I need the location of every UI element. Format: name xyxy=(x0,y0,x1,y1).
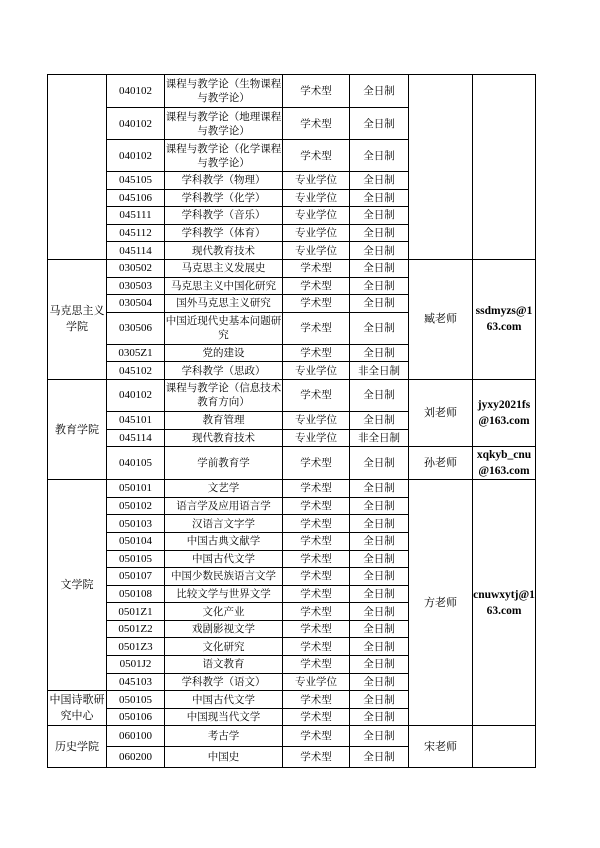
major-name: 学科教学（语文） xyxy=(165,673,283,691)
degree-type: 学术型 xyxy=(283,277,350,295)
major-name: 马克思主义中国化研究 xyxy=(165,277,283,295)
degree-type: 学术型 xyxy=(283,379,350,411)
major-name: 学前教育学 xyxy=(165,447,283,480)
degree-type: 学术型 xyxy=(283,295,350,313)
degree-type: 学术型 xyxy=(283,656,350,674)
table-row xyxy=(48,75,536,108)
major-code: 0501Z1 xyxy=(107,603,165,621)
contact-name: 臧老师 xyxy=(409,259,473,379)
degree-type: 专业学位 xyxy=(283,172,350,190)
study-mode: 全日制 xyxy=(350,344,409,362)
college-name: 教育学院 xyxy=(48,379,107,479)
major-name: 中国古代文学 xyxy=(165,550,283,568)
degree-type: 专业学位 xyxy=(283,242,350,260)
degree-type: 学术型 xyxy=(283,515,350,533)
study-mode: 全日制 xyxy=(350,207,409,225)
email-cell xyxy=(473,75,536,260)
major-name: 学科教学（物理） xyxy=(165,172,283,190)
study-mode: 全日制 xyxy=(350,172,409,190)
major-name: 马克思主义发展史 xyxy=(165,259,283,277)
contact-email: cnuwxytj@163.com xyxy=(473,480,536,726)
study-mode: 全日制 xyxy=(350,638,409,656)
study-mode: 全日制 xyxy=(350,550,409,568)
major-code: 045111 xyxy=(107,207,165,225)
major-code: 050103 xyxy=(107,515,165,533)
study-mode: 全日制 xyxy=(350,224,409,242)
major-name: 文化研究 xyxy=(165,638,283,656)
major-name: 中国史 xyxy=(165,747,283,768)
enrollment-table xyxy=(47,74,536,768)
study-mode: 全日制 xyxy=(350,277,409,295)
major-name: 学科教学（思政） xyxy=(165,362,283,380)
major-name: 现代教育技术 xyxy=(165,242,283,260)
college-name: 马克思主义学院 xyxy=(48,259,107,379)
major-name: 文化产业 xyxy=(165,603,283,621)
table-row xyxy=(48,447,536,480)
degree-type: 学术型 xyxy=(283,585,350,603)
major-code: 050105 xyxy=(107,550,165,568)
major-name: 课程与教学论（信息技术教育方向） xyxy=(165,379,283,411)
major-code: 050102 xyxy=(107,497,165,515)
major-code: 030506 xyxy=(107,312,165,344)
major-code: 040102 xyxy=(107,379,165,411)
major-name: 中国现当代文学 xyxy=(165,708,283,726)
degree-type: 专业学位 xyxy=(283,429,350,447)
contact-email: jyxy2021fs@163.com xyxy=(473,379,536,446)
study-mode: 全日制 xyxy=(350,603,409,621)
contact-cell xyxy=(409,75,473,260)
study-mode: 全日制 xyxy=(350,447,409,480)
study-mode: 全日制 xyxy=(350,411,409,429)
major-name: 中国少数民族语言文学 xyxy=(165,568,283,586)
degree-type: 学术型 xyxy=(283,447,350,480)
major-code: 050104 xyxy=(107,532,165,550)
degree-type: 学术型 xyxy=(283,259,350,277)
major-name: 中国古代文学 xyxy=(165,691,283,709)
major-name: 学科教学（化学） xyxy=(165,189,283,207)
degree-type: 学术型 xyxy=(283,75,350,108)
major-code: 0501Z3 xyxy=(107,638,165,656)
study-mode: 全日制 xyxy=(350,620,409,638)
degree-type: 学术型 xyxy=(283,344,350,362)
degree-type: 学术型 xyxy=(283,638,350,656)
college-name: 历史学院 xyxy=(48,726,107,768)
major-code: 030504 xyxy=(107,295,165,313)
major-code: 045106 xyxy=(107,189,165,207)
table-row xyxy=(48,726,536,747)
college-cell xyxy=(48,75,107,260)
study-mode: 全日制 xyxy=(350,691,409,709)
major-code: 045101 xyxy=(107,411,165,429)
major-code: 030502 xyxy=(107,259,165,277)
major-code: 050107 xyxy=(107,568,165,586)
major-name: 课程与教学论（生物课程与教学论） xyxy=(165,75,283,108)
major-name: 语文教育 xyxy=(165,656,283,674)
study-mode: 全日制 xyxy=(350,312,409,344)
major-code: 040102 xyxy=(107,108,165,140)
degree-type: 学术型 xyxy=(283,726,350,747)
study-mode: 全日制 xyxy=(350,515,409,533)
major-name: 中国近现代史基本问题研究 xyxy=(165,312,283,344)
degree-type: 学术型 xyxy=(283,497,350,515)
major-name: 现代教育技术 xyxy=(165,429,283,447)
major-code: 030503 xyxy=(107,277,165,295)
study-mode: 全日制 xyxy=(350,497,409,515)
study-mode: 非全日制 xyxy=(350,362,409,380)
study-mode: 非全日制 xyxy=(350,429,409,447)
study-mode: 全日制 xyxy=(350,568,409,586)
contact-email: xqkyb_cnu@163.com xyxy=(473,447,536,480)
degree-type: 学术型 xyxy=(283,532,350,550)
table-row xyxy=(48,379,536,411)
study-mode: 全日制 xyxy=(350,140,409,172)
contact-name: 孙老师 xyxy=(409,447,473,480)
major-name: 党的建设 xyxy=(165,344,283,362)
contact-email xyxy=(473,726,536,768)
major-code: 050101 xyxy=(107,480,165,498)
major-name: 国外马克思主义研究 xyxy=(165,295,283,313)
degree-type: 学术型 xyxy=(283,691,350,709)
contact-name: 方老师 xyxy=(409,480,473,726)
degree-type: 专业学位 xyxy=(283,362,350,380)
major-code: 040102 xyxy=(107,75,165,108)
major-name: 语言学及应用语言学 xyxy=(165,497,283,515)
major-code: 060100 xyxy=(107,726,165,747)
major-code: 045103 xyxy=(107,673,165,691)
table-row xyxy=(48,259,536,277)
major-name: 教育管理 xyxy=(165,411,283,429)
degree-type: 学术型 xyxy=(283,620,350,638)
major-code: 045102 xyxy=(107,362,165,380)
major-name: 课程与教学论（化学课程与教学论） xyxy=(165,140,283,172)
major-code: 0501Z2 xyxy=(107,620,165,638)
major-name: 比较文学与世界文学 xyxy=(165,585,283,603)
degree-type: 专业学位 xyxy=(283,207,350,225)
major-name: 戏剧影视文学 xyxy=(165,620,283,638)
major-name: 文艺学 xyxy=(165,480,283,498)
major-code: 045114 xyxy=(107,429,165,447)
major-code: 045112 xyxy=(107,224,165,242)
contact-name: 宋老师 xyxy=(409,726,473,768)
study-mode: 全日制 xyxy=(350,656,409,674)
study-mode: 全日制 xyxy=(350,726,409,747)
contact-name: 刘老师 xyxy=(409,379,473,446)
degree-type: 学术型 xyxy=(283,550,350,568)
degree-type: 专业学位 xyxy=(283,673,350,691)
major-name: 课程与教学论（地理课程与教学论） xyxy=(165,108,283,140)
major-code: 040105 xyxy=(107,447,165,480)
degree-type: 学术型 xyxy=(283,747,350,768)
study-mode: 全日制 xyxy=(350,673,409,691)
degree-type: 学术型 xyxy=(283,312,350,344)
study-mode: 全日制 xyxy=(350,75,409,108)
degree-type: 专业学位 xyxy=(283,189,350,207)
study-mode: 全日制 xyxy=(350,532,409,550)
degree-type: 专业学位 xyxy=(283,224,350,242)
degree-type: 学术型 xyxy=(283,108,350,140)
major-code: 045105 xyxy=(107,172,165,190)
degree-type: 学术型 xyxy=(283,140,350,172)
study-mode: 全日制 xyxy=(350,747,409,768)
major-code: 045114 xyxy=(107,242,165,260)
degree-type: 专业学位 xyxy=(283,411,350,429)
study-mode: 全日制 xyxy=(350,480,409,498)
major-code: 060200 xyxy=(107,747,165,768)
major-name: 学科教学（体育） xyxy=(165,224,283,242)
major-code: 050108 xyxy=(107,585,165,603)
study-mode: 全日制 xyxy=(350,708,409,726)
major-code: 0305Z1 xyxy=(107,344,165,362)
degree-type: 学术型 xyxy=(283,480,350,498)
degree-type: 学术型 xyxy=(283,568,350,586)
major-name: 考古学 xyxy=(165,726,283,747)
degree-type: 学术型 xyxy=(283,708,350,726)
major-name: 汉语言文字学 xyxy=(165,515,283,533)
major-code: 0501J2 xyxy=(107,656,165,674)
study-mode: 全日制 xyxy=(350,242,409,260)
study-mode: 全日制 xyxy=(350,108,409,140)
major-code: 050105 xyxy=(107,691,165,709)
table-row xyxy=(48,480,536,498)
contact-email: ssdmyzs@163.com xyxy=(473,259,536,379)
major-code: 040102 xyxy=(107,140,165,172)
major-name: 学科教学（音乐） xyxy=(165,207,283,225)
study-mode: 全日制 xyxy=(350,259,409,277)
college-name: 中国诗歌研究中心 xyxy=(48,691,107,726)
study-mode: 全日制 xyxy=(350,295,409,313)
study-mode: 全日制 xyxy=(350,585,409,603)
study-mode: 全日制 xyxy=(350,379,409,411)
study-mode: 全日制 xyxy=(350,189,409,207)
college-name: 文学院 xyxy=(48,480,107,691)
major-name: 中国古典文献学 xyxy=(165,532,283,550)
major-code: 050106 xyxy=(107,708,165,726)
degree-type: 学术型 xyxy=(283,603,350,621)
